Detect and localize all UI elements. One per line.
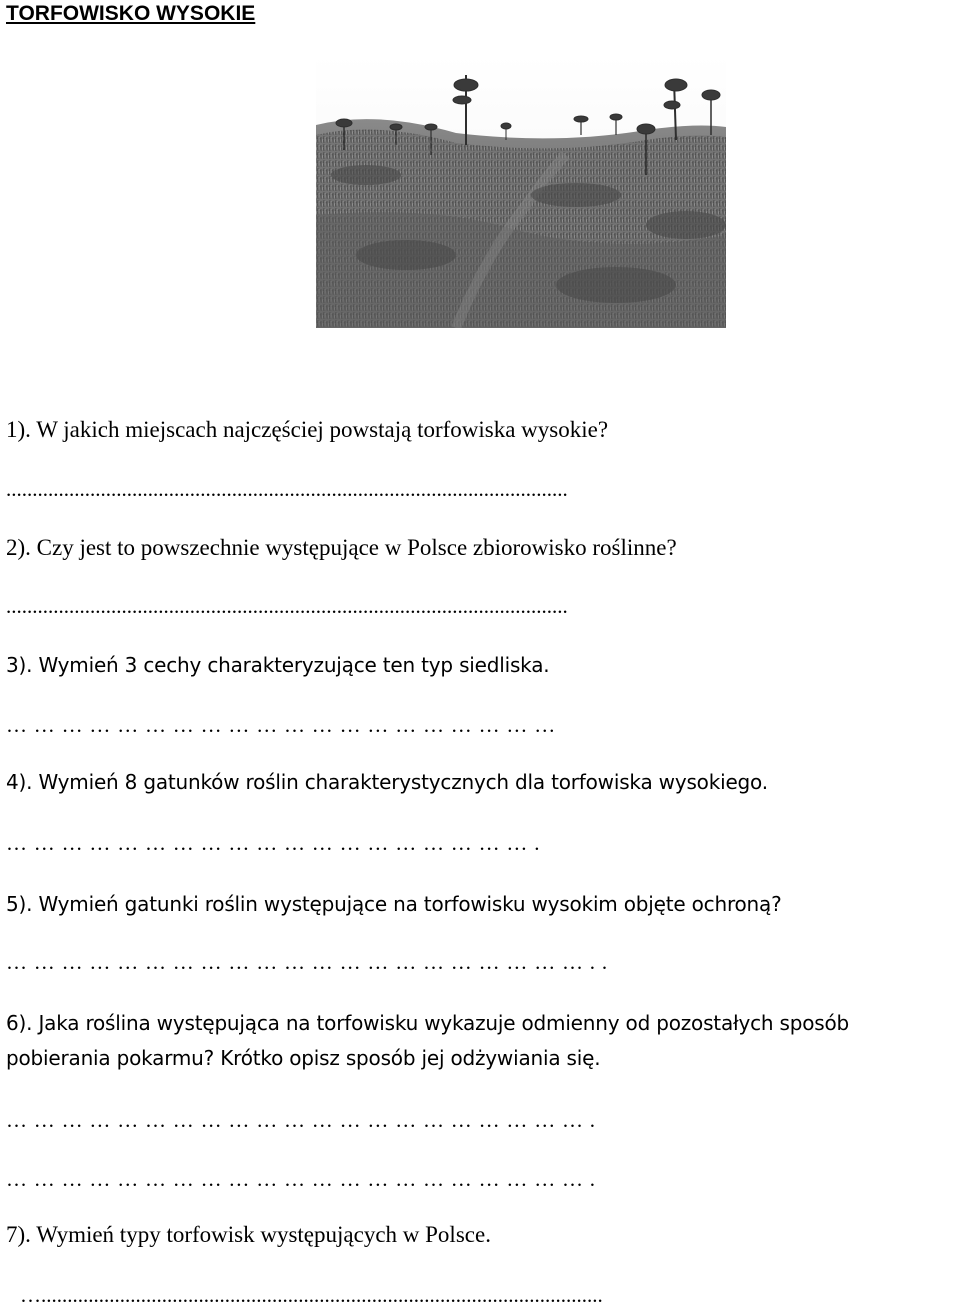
answer-line-7: …........................................................................................................... xyxy=(20,1283,603,1307)
question-2: 2). Czy jest to powszechnie występujące w Polsce zbiorowisko roślinne? xyxy=(6,535,677,560)
question-3: 3). Wymień 3 cechy charakteryzujące ten typ siedliska. xyxy=(6,653,550,677)
question-6-continuation: pobierania pokarmu? Krótko opisz sposób jej odżywiania się. xyxy=(6,1046,601,1070)
answer-line-6a: ………………………………………………………. xyxy=(6,1108,602,1132)
answer-line-6b: ………………………………………………………. xyxy=(6,1167,602,1191)
answer-line-1: ........................................................................................................... xyxy=(6,477,568,501)
answer-line-3: …………………………………………………… xyxy=(6,713,562,737)
answer-line-5: ……………………………………………………….. xyxy=(6,950,614,974)
question-6: 6). Jaka roślina występująca na torfowisku wykazuje odmienny od pozostałych sposób xyxy=(6,1011,850,1035)
question-4: 4). Wymień 8 gatunków roślin charakterystycznych dla torfowiska wysokiego. xyxy=(6,770,768,794)
question-5: 5). Wymień gatunki roślin występujące na torfowisku wysokim objęte ochroną? xyxy=(6,892,782,916)
page-title: TORFOWISKO WYSOKIE xyxy=(6,2,256,25)
bog-photo xyxy=(316,55,726,328)
answer-line-2: ........................................................................................................... xyxy=(6,594,568,618)
answer-line-4: …………………………………………………. xyxy=(6,831,547,855)
question-7: 7). Wymień typy torfowisk występujących w Polsce. xyxy=(6,1222,491,1247)
question-1: 1). W jakich miejscach najczęściej powstają torfowiska wysokie? xyxy=(6,417,609,442)
